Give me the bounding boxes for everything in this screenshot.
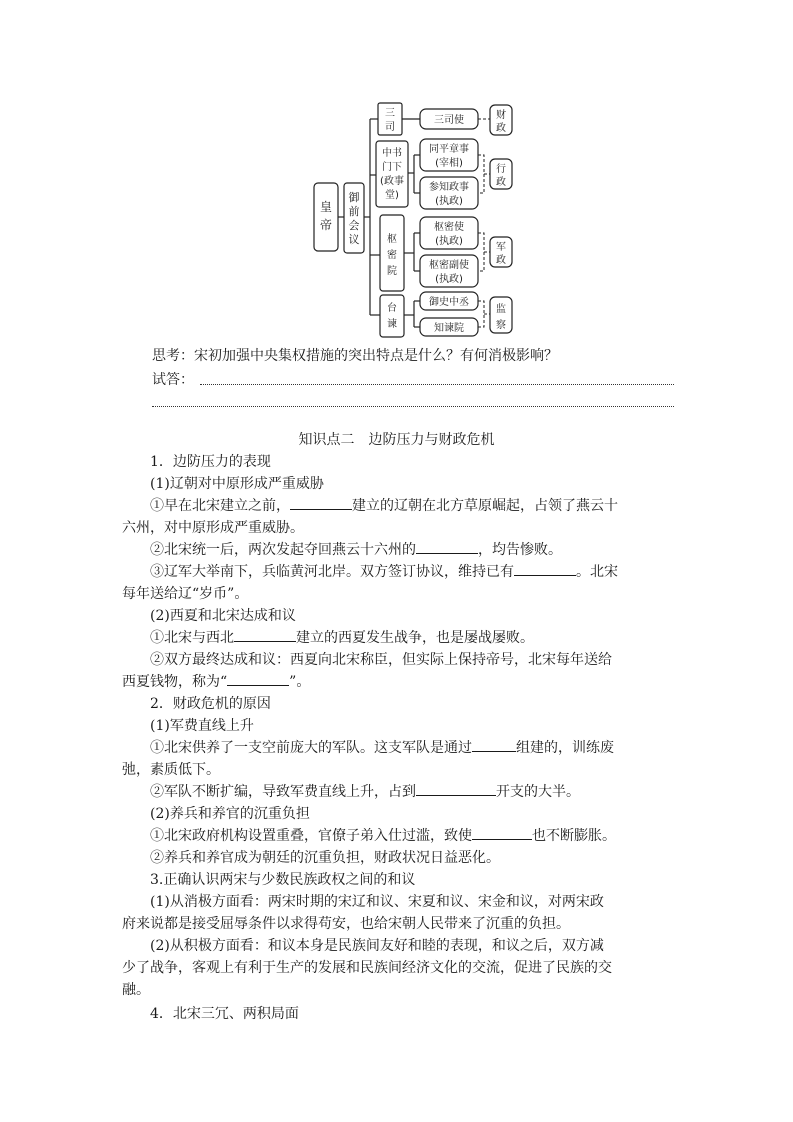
svg-text:堂): 堂) [385,190,399,201]
fill-blank[interactable] [416,539,478,554]
paragraph-line: 每年送给辽“岁币”。 [122,586,249,602]
fill-blank[interactable] [514,561,576,576]
svg-text:(执政): (执政) [435,236,463,247]
emperor-box [314,183,338,251]
svg-text:参知政事: 参知政事 [429,182,469,193]
svg-text:察: 察 [496,320,506,331]
paragraph-line: ①北宋政府机构设置重叠，官僚子弟入仕过滥，致使 也不断膨胀。 [150,825,616,847]
paragraph-line: ②军队不断扩编，导致军费直线上升，占到 开支的大半。 [150,781,580,803]
council-char-3: 会 [348,219,360,232]
heading-1: 1．边防压力的表现 [150,454,271,470]
svg-text:中书: 中书 [382,148,402,159]
paragraph-line: ①北宋与西北 建立的西夏发生战争，也是屡战屡败。 [150,627,534,649]
svg-text:财: 财 [496,110,506,121]
svg-text:同平章事: 同平章事 [429,144,469,155]
paragraph-line: 弛，素质低下。 [122,762,220,778]
fill-blank[interactable] [416,781,496,796]
paragraph-line: ②北宋统一后，两次发起夺回燕云十六州的 ，均告惨败。 [150,539,562,561]
subheading-3: (1)军费直线上升 [150,718,254,734]
heading-4: 4．北宋三冗、两积局面 [150,1006,299,1022]
svg-text:监: 监 [496,304,506,315]
svg-text:枢: 枢 [387,234,397,245]
svg-text:(宰相): (宰相) [435,158,463,169]
svg-text:行: 行 [496,164,506,175]
paragraph-line: (1)从消极方面看：两宋时期的宋辽和议、宋夏和议、宋金和议，对两宋政 [150,894,604,910]
council-char-2: 前 [348,205,360,218]
svg-text:枢密使: 枢密使 [434,222,464,233]
fill-blank[interactable] [472,825,532,840]
svg-text:台: 台 [387,303,397,314]
svg-text:政: 政 [496,177,506,188]
heading-3: 3.正确认识两宋与少数民族政权之间的和议 [150,872,416,888]
svg-text:司: 司 [385,122,395,133]
svg-text:知谏院: 知谏院 [434,323,464,334]
subheading-1: (1)辽朝对中原形成严重威胁 [150,476,324,492]
svg-text:政: 政 [496,255,506,266]
emperor-char-1: 皇 [319,200,333,214]
organ-taijian [380,295,404,337]
svg-text:(政事: (政事 [380,176,404,187]
paragraph-line: 府来说都是接受屈辱条件以求得苟安，也给宋朝人民带来了沉重的负担。 [122,916,570,932]
svg-text:三: 三 [385,108,395,119]
subheading-4: (2)养兵和养官的沉重负担 [150,806,310,822]
svg-text:枢密副使: 枢密副使 [429,260,469,271]
svg-text:院: 院 [387,266,397,277]
paragraph-line: (2)从积极方面看：和议本身是民族间友好和睦的表现，和议之后，双方减 [150,938,604,954]
answer-label: 试答： [152,372,194,388]
paragraph-line: 少了战争，客观上有利于生产的发展和民族间经济文化的交流，促进了民族的交 [122,960,612,976]
paragraph-line: 西夏钱物，称为“ ”。 [122,671,310,693]
svg-text:(执政): (执政) [435,274,463,285]
svg-text:军: 军 [496,242,506,253]
fill-blank[interactable] [234,627,296,642]
subheading-2: (2)西夏和北宋达成和议 [150,608,296,624]
government-structure-diagram [300,95,520,345]
paragraph-line: 融。 [122,982,150,998]
council-char-4: 议 [348,233,360,246]
svg-text:密: 密 [387,250,397,261]
fill-blank[interactable] [290,495,352,510]
answer-line-1[interactable] [200,384,674,385]
paragraph-line: ①北宋供养了一支空前庞大的军队。这支军队是通过 组建的，训练废 [150,737,614,759]
svg-text:御史中丞: 御史中丞 [429,297,469,308]
emperor-char-2: 帝 [319,218,333,232]
think-question: 思考：宋初加强中央集权措施的突出特点是什么？有何消极影响？ [152,348,558,364]
paragraph-line: ①早在北宋建立之前， 建立的辽朝在北方草原崛起，占领了燕云十 [150,495,618,517]
heading-2: 2．财政危机的原因 [150,696,271,712]
paragraph-line: 六州，对中原形成严重威胁。 [122,520,304,536]
council-char-1: 御 [348,191,360,204]
svg-text:谏: 谏 [387,319,397,330]
answer-line-2[interactable] [152,406,674,407]
paragraph-line: ③辽军大举南下，兵临黄河北岸。双方签订协议，维持已有 。北宋 [150,561,618,583]
paragraph-line: ②养兵和养官成为朝廷的沉重负担，财政状况日益恶化。 [150,850,500,866]
paragraph-line: ②双方最终达成和议：西夏向北宋称臣，但实际上保持帝号，北宋每年送给 [150,652,612,668]
svg-text:(执政): (执政) [435,196,463,207]
svg-text:门下: 门下 [382,162,402,173]
fill-blank[interactable] [227,671,289,686]
fill-blank[interactable] [472,737,516,752]
svg-text:政: 政 [496,123,506,134]
svg-text:三司使: 三司使 [434,115,464,126]
section-title: 知识点二 边防压力与财政危机 [298,432,495,448]
